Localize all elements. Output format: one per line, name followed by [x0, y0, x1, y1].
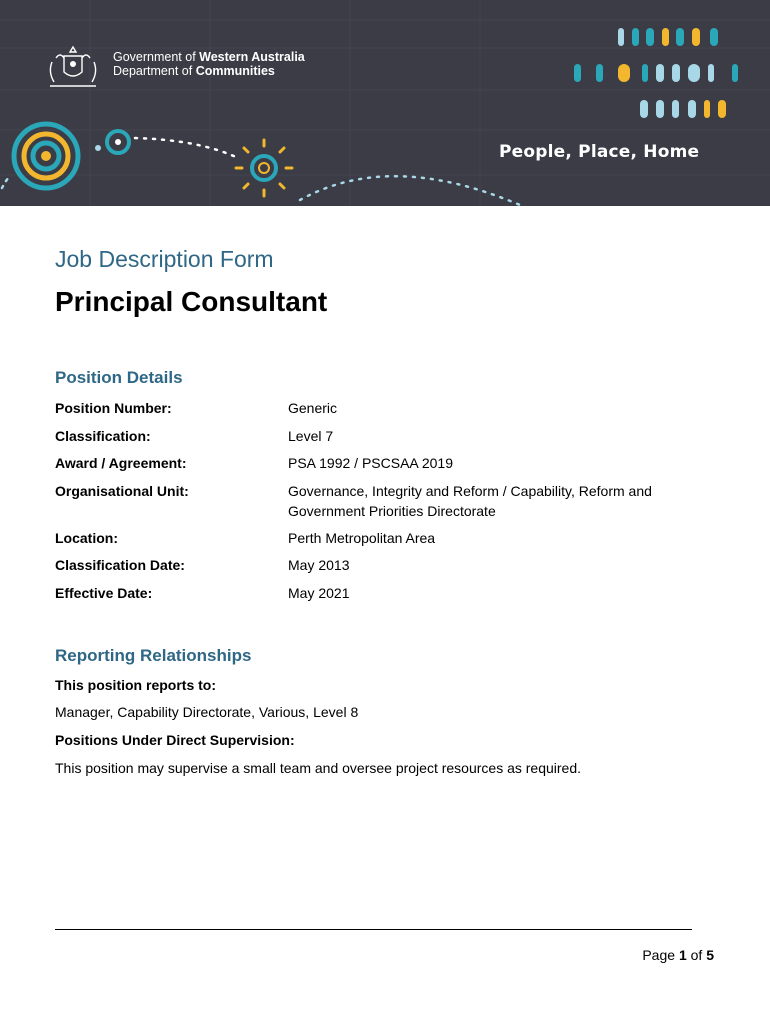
detail-label: Organisational Unit:: [55, 483, 189, 499]
position-details-heading: Position Details: [55, 368, 183, 387]
detail-value: Perth Metropolitan Area: [288, 530, 436, 546]
detail-label: Location:: [55, 530, 118, 546]
reports-to-label: This position reports to:: [55, 677, 216, 693]
detail-label: Award / Agreement:: [55, 455, 187, 471]
form-title: Job Description Form: [55, 246, 274, 272]
detail-value: May 2013: [288, 557, 350, 573]
government-name: Government of Western Australia Department of Communities: [113, 50, 305, 78]
reports-to-value: Manager, Capability Directorate, Various, Level 8: [55, 704, 359, 720]
detail-label: Effective Date:: [55, 585, 153, 601]
page-number: Page 1 of 5: [642, 947, 714, 963]
header-banner: [0, 0, 770, 206]
decorative-circles-pattern: [0, 110, 530, 206]
decorative-dash-pattern: [570, 24, 750, 126]
detail-label: Classification:: [55, 428, 151, 444]
detail-value: PSA 1992 / PSCSAA 2019: [288, 455, 454, 471]
wa-crest-logo: [42, 44, 104, 92]
detail-value: May 2021: [288, 585, 350, 601]
detail-value: Generic: [288, 400, 338, 416]
footer-divider: [55, 929, 692, 930]
supervision-value: This position may supervise a small team and oversee project resources as required.: [55, 760, 582, 776]
job-title: Principal Consultant: [55, 286, 328, 317]
reporting-relationships-heading: Reporting Relationships: [55, 646, 252, 665]
detail-value: Governance, Integrity and Reform / Capability, Reform and Government Priorities Directorate: [288, 483, 652, 519]
banner-tagline: People, Place, Home: [499, 142, 700, 162]
detail-value: Level 7: [288, 428, 334, 444]
detail-label: Position Number:: [55, 400, 172, 416]
supervision-label: Positions Under Direct Supervision:: [55, 732, 295, 748]
detail-label: Classification Date:: [55, 557, 185, 573]
